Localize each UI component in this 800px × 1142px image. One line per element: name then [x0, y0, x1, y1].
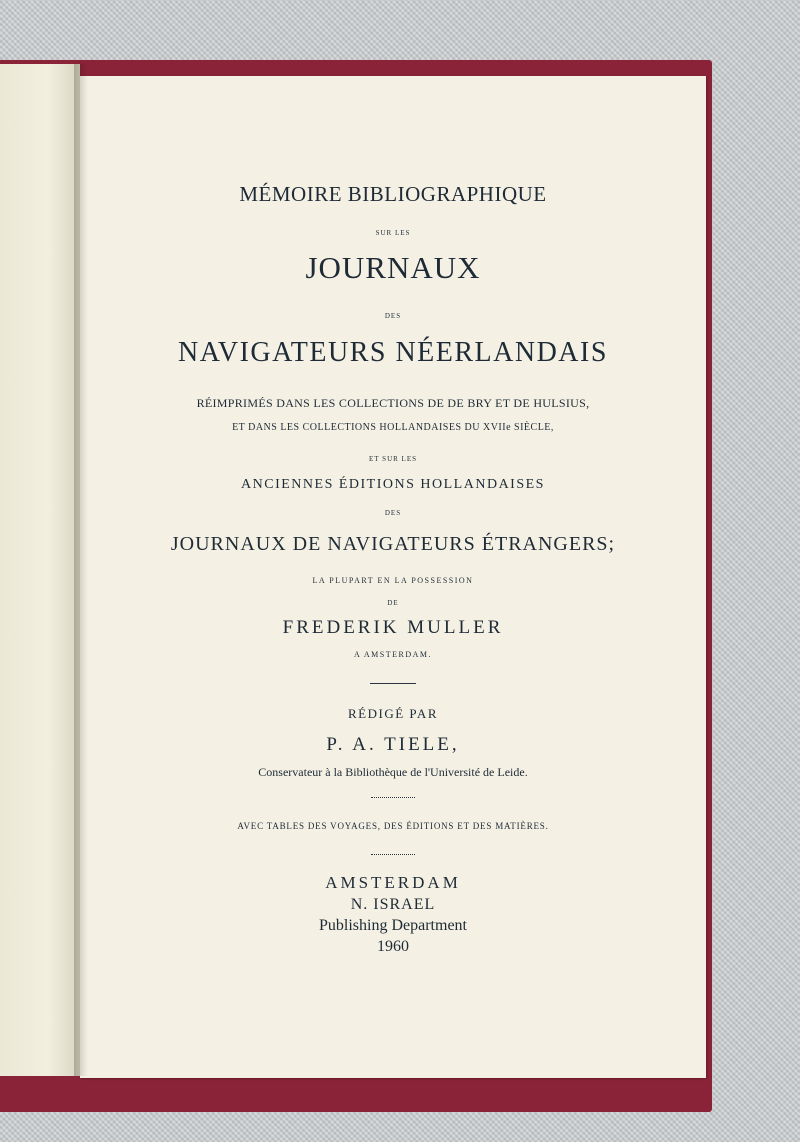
imprint-city: AMSTERDAM [325, 873, 461, 892]
sur-les-label: SUR LES [375, 229, 411, 237]
publisher-department: Publishing Department [319, 917, 467, 934]
title-line: MÉMOIRE BIBLIOGRAPHIQUE [239, 182, 547, 206]
right-page [80, 76, 706, 1078]
author-title: Conservateur à la Bibliothèque de l'Université de Leide. [258, 765, 528, 779]
collections-line: ET DANS LES COLLECTIONS HOLLANDAISES DU XVIIe SIÈCLE, [232, 422, 554, 433]
owner-city: A AMSTERDAM. [353, 650, 432, 659]
et-sur-les-label: ET SUR LES [369, 455, 417, 463]
possession-line: LA PLUPART EN LA POSSESSION [312, 576, 474, 585]
des-label-1: DES [384, 312, 402, 320]
redige-par-label: RÉDIGÉ PAR [347, 706, 438, 721]
divider-rule-2 [371, 797, 415, 798]
tables-line: AVEC TABLES DES VOYAGES, DES ÉDITIONS ET DES MATIÈRES. [237, 821, 549, 831]
owner-name: FREDERIK MULLER [282, 617, 504, 638]
publication-year: 1960 [377, 938, 409, 955]
publisher-name: N. ISRAEL [350, 896, 436, 913]
book-gutter-shadow [74, 64, 88, 1076]
anciennes-editions-line: ANCIENNES ÉDITIONS HOLLANDAISES [241, 477, 545, 492]
author-name: P. A. TIELE, [326, 734, 460, 755]
journaux-etrangers-line: JOURNAUX DE NAVIGATEURS ÉTRANGERS; [170, 533, 616, 555]
divider-rule-3 [371, 854, 415, 855]
divider-rule-1 [370, 683, 416, 684]
journaux-heading: JOURNAUX [305, 250, 481, 285]
des-label-2: DES [384, 509, 402, 517]
de-label: DE [387, 599, 399, 607]
reimprimes-line: RÉIMPRIMÉS DANS LES COLLECTIONS DE DE BRY ET DE HULSIUS, [196, 396, 590, 410]
left-page [0, 64, 80, 1076]
navigateurs-heading: NAVIGATEURS NÉERLANDAIS [178, 337, 608, 368]
